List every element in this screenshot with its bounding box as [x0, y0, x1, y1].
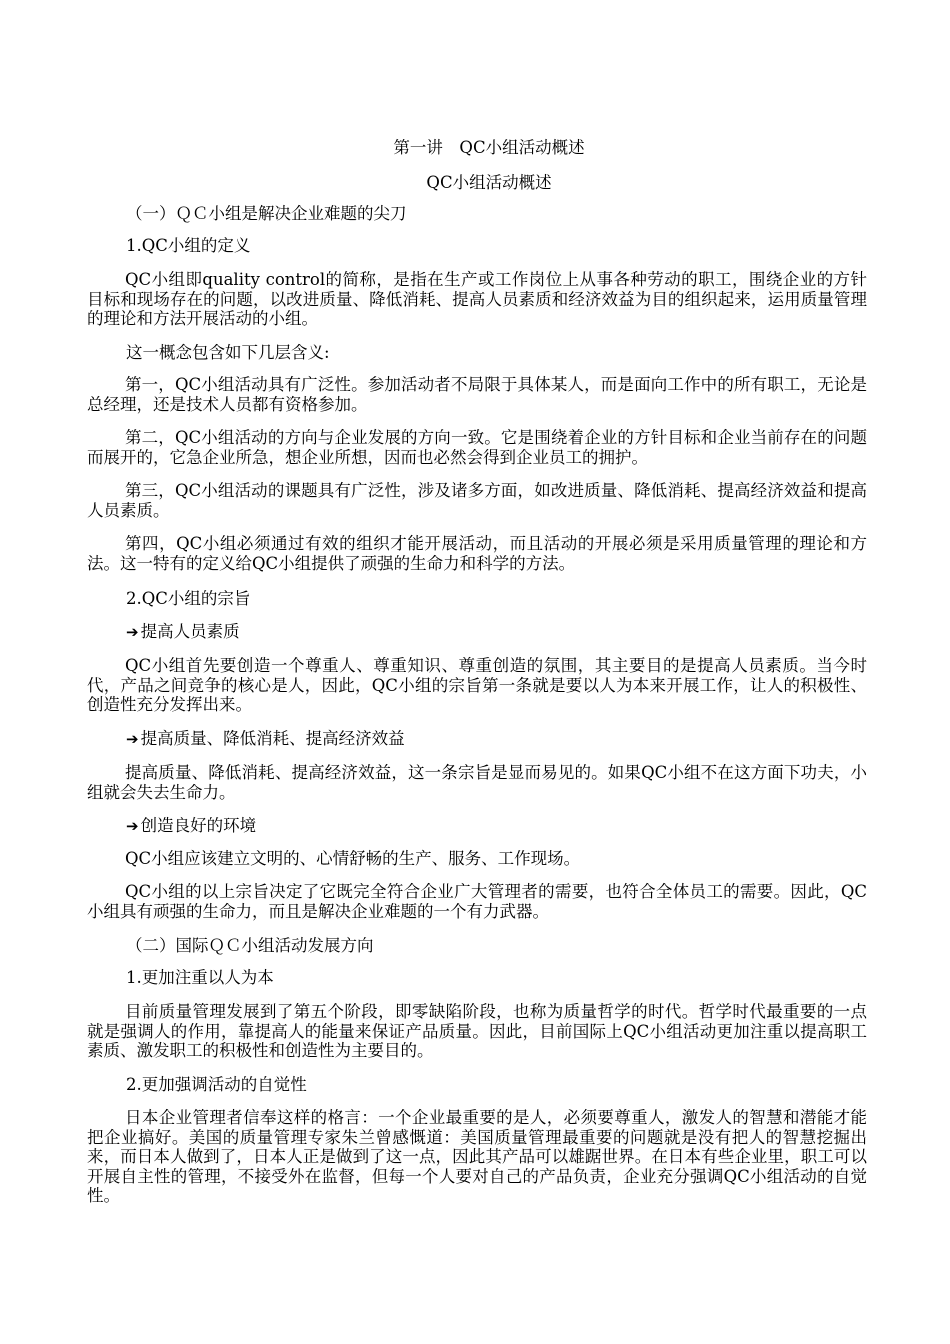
lecture-title: 第一讲 QC小组活动概述: [393, 138, 585, 157]
point-3-paragraph: 第三，QC小组活动的课题具有广泛性，涉及诸多方面，如改进质量、降低消耗、提高经济效益和提高人员素质。: [87, 481, 867, 520]
aim-3-paragraph: QC小组应该建立文明的、心情舒畅的生产、服务、工作现场。: [125, 849, 581, 868]
right-arrow-icon: ➔: [126, 730, 139, 748]
sub2-heading: 2.QC小组的宗旨: [126, 589, 251, 608]
section2-heading: （二）国际ＱＣ小组活动发展方向: [126, 936, 374, 955]
trend-2-heading: 2.更加强调活动的自觉性: [126, 1075, 307, 1094]
aim-1-heading: [126, 622, 240, 642]
aim-2-heading: [126, 729, 405, 749]
right-arrow-icon: ➔: [126, 623, 139, 641]
trend-1-paragraph: 目前质量管理发展到了第五个阶段，即零缺陷阶段，也称为质量哲学的时代。哲学时代最重要的一点就是强调人的作用，靠提高人的能量来保证产品质量。因此，目前国际上QC小组活动更加注重以提高职工素质、激发职工的积极性和创造性为主要目的。: [87, 1002, 867, 1060]
point-2-paragraph: 第二，QC小组活动的方向与企业发展的方向一致。它是围绕着企业的方针目标和企业当前存在的问题而展开的，它急企业所急，想企业所想，因而也必然会得到企业员工的拥护。: [87, 428, 867, 467]
concept-intro: 这一概念包含如下几层含义:: [126, 343, 330, 362]
aim-2-heading-text: 提高质量、降低消耗、提高经济效益: [140, 729, 405, 748]
aim-2-paragraph: 提高质量、降低消耗、提高经济效益，这一条宗旨是显而易见的。如果QC小组不在这方面下功夫，小组就会失去生命力。: [87, 763, 867, 802]
right-arrow-icon: ➔: [126, 817, 139, 835]
aim-3-heading: [126, 816, 256, 836]
point-1-paragraph: 第一，QC小组活动具有广泛性。参加活动者不局限于具体某人，而是面向工作中的所有职工，无论是总经理，还是技术人员都有资格参加。: [87, 375, 867, 414]
aim-summary-paragraph: QC小组的以上宗旨决定了它既完全符合企业广大管理者的需要，也符合全体员工的需要。因此，QC小组具有顽强的生命力，而且是解决企业难题的一个有力武器。: [87, 882, 867, 921]
sub1-heading: 1.QC小组的定义: [126, 236, 251, 255]
aim-1-paragraph: QC小组首先要创造一个尊重人、尊重知识、尊重创造的氛围，其主要目的是提高人员素质。当今时代，产品之间竞争的核心是人，因此，QC小组的宗旨第一条就是要以人为本来开展工作，让人的积极性、创造性充分发挥出来。: [87, 656, 867, 714]
aim-3-heading-text: 创造良好的环境: [140, 816, 257, 835]
document-subtitle: QC小组活动概述: [426, 173, 552, 192]
aim-1-heading-text: 提高人员素质: [140, 622, 240, 641]
point-4-paragraph: 第四，QC小组必须通过有效的组织才能开展活动，而且活动的开展必须是采用质量管理的理论和方法。这一特有的定义给QC小组提供了顽强的生命力和科学的方法。: [87, 534, 867, 573]
trend-2-paragraph: 日本企业管理者信奉这样的格言：一个企业最重要的是人，必须要尊重人，激发人的智慧和潜能才能把企业搞好。美国的质量管理专家朱兰曾感慨道：美国质量管理最重要的问题就是没有把人的智慧挖掘出来，而日本人做到了，日本人正是做到了这一点，因此其产品可以雄踞世界。在日本有些企业里，职工可以开展自主性的管理，不接受外在监督，但每一个人要对自己的产品负责，企业充分强调QC小组活动的自觉性。: [87, 1108, 867, 1205]
definition-paragraph: QC小组即quality control的简称，是指在生产或工作岗位上从事各种劳动的职工，围绕企业的方针目标和现场存在的问题，以改进质量、降低消耗、提高人员素质和经济效益为目的组织起来，运用质量管理的理论和方法开展活动的小组。: [87, 270, 867, 328]
trend-1-heading: 1.更加注重以人为本: [126, 968, 274, 987]
section1-heading: （一）ＱＣ小组是解决企业难题的尖刀: [126, 204, 407, 223]
